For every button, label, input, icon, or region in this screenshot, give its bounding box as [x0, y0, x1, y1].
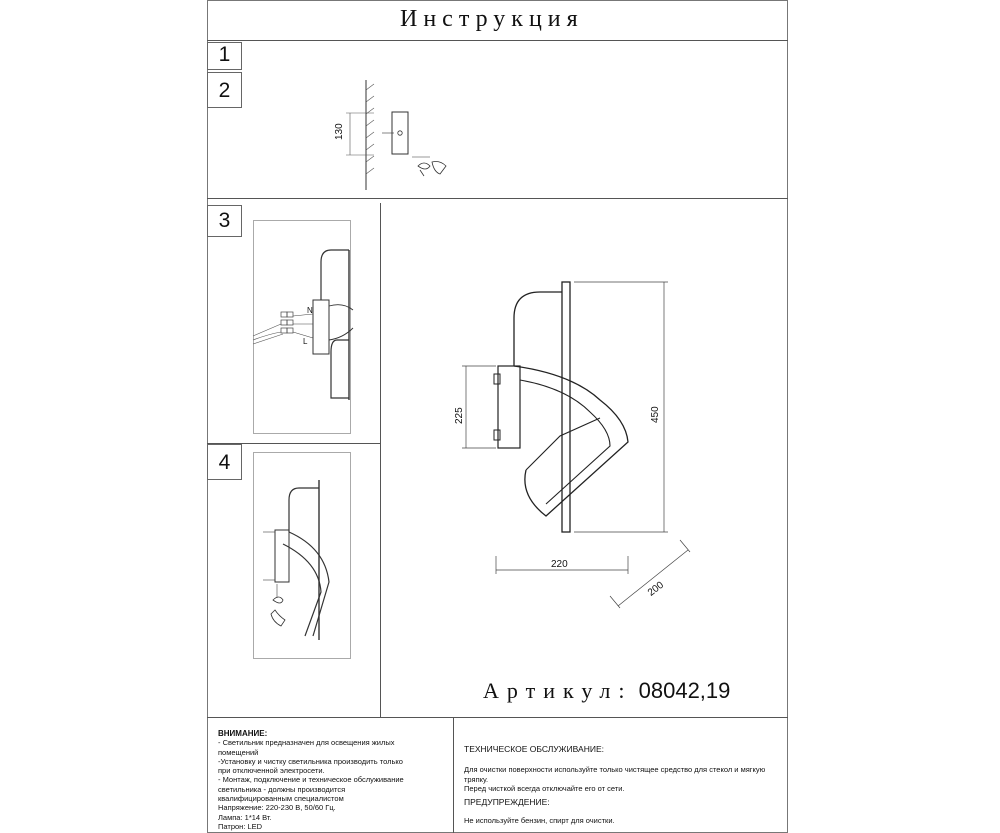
page-title: Инструкция: [400, 6, 584, 32]
step-3-wire-n-label: N: [307, 306, 313, 315]
maintenance-heading: ТЕХНИЧЕСКОЕ ОБСЛУЖИВАНИЕ:: [464, 744, 604, 754]
left-column-divider: [380, 203, 381, 717]
sku: [483, 678, 730, 704]
step-2-section-line: [207, 198, 788, 199]
maintenance-notes: [464, 745, 774, 826]
product-width-dimension: 220: [551, 559, 568, 570]
maintenance-line: Для очистки поверхности используйте только чистящее средство для стекол и мягкую тряпку.: [464, 765, 766, 784]
step-3-wire-l-label: L: [303, 337, 308, 346]
step-3-number: 3: [218, 209, 231, 232]
product-depth-dimension: 200: [646, 579, 666, 599]
step-4-number: 4: [218, 451, 231, 474]
product-height-dimension: 450: [650, 406, 661, 423]
warning-notes: [218, 729, 406, 831]
warning-heading: ВНИМАНИЕ:: [218, 729, 268, 738]
caution-text: Не используйте бензин, спирт для очистки.: [464, 816, 615, 826]
header-divider: [207, 40, 788, 41]
step-section-divider: [207, 443, 381, 444]
product-base-dimension: 225: [454, 407, 465, 424]
product-drawing: [440, 270, 700, 610]
warning-line: - Светильник предназначен для освещения жилых помещений: [218, 738, 395, 757]
caution-heading: ПРЕДУПРЕЖДЕНИЕ:: [464, 797, 550, 808]
step-2-height-dimension: 130: [334, 123, 345, 140]
maintenance-line: Перед чисткой всегда отключайте его от сети.: [464, 783, 625, 793]
step-2-illustration: [330, 80, 480, 195]
warning-line: Лампа: 1*14 Вт.: [218, 812, 272, 822]
sku-label: Артикул:: [483, 678, 633, 703]
footer-divider: [207, 717, 788, 718]
step-2-number: 2: [218, 79, 231, 102]
warning-line: - Монтаж, подключение и техническое обслуживание светильника - должны производится квалифицированным специалистом: [218, 775, 404, 804]
warning-line: Напряжение: 220-230 В, 50/60 Гц.: [218, 803, 336, 813]
sku-code: 08042,19: [638, 678, 731, 703]
step-1-number: 1: [218, 43, 231, 66]
warning-line: -Установку и чистку светильника производить только при отключенной электросети.: [218, 756, 403, 776]
footer-column-divider: [453, 717, 454, 833]
step-3-illustration: [253, 220, 353, 434]
step-4-illustration: [253, 452, 353, 659]
warning-line: Патрон: LED: [218, 821, 263, 831]
